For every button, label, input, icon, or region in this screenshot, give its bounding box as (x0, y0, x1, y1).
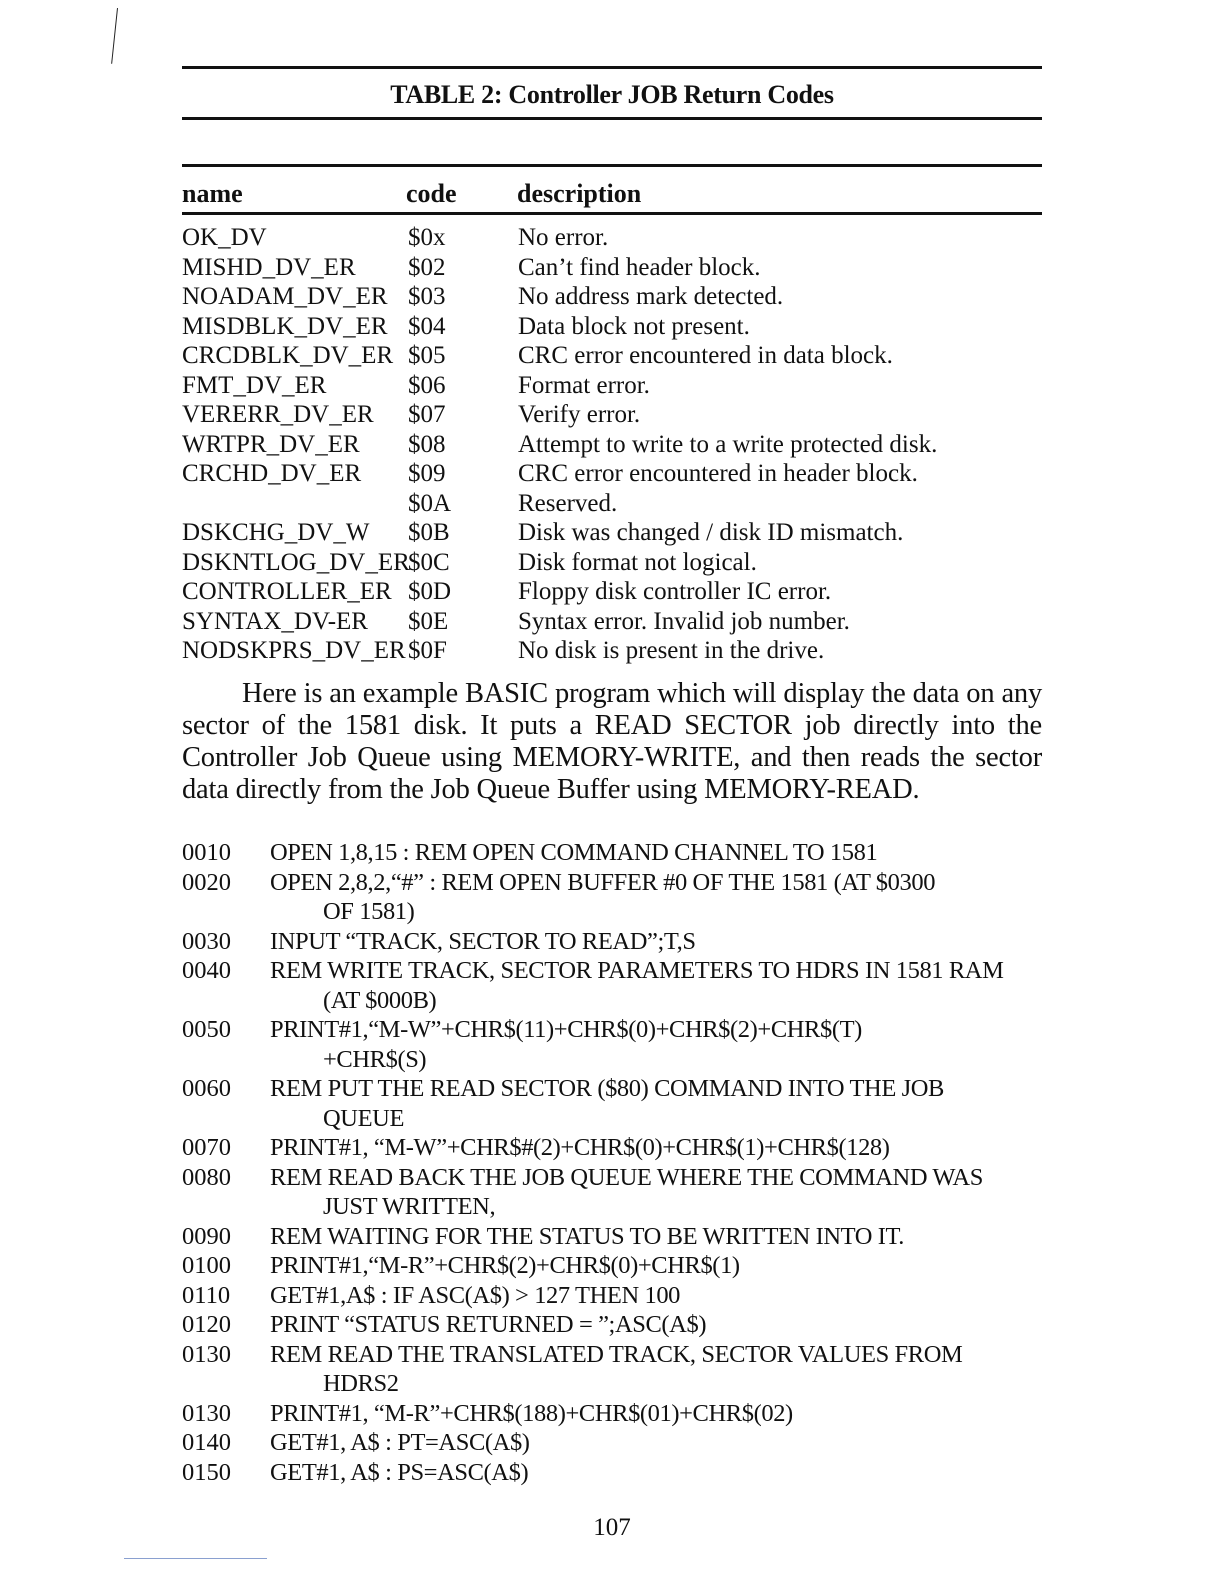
code-text: PRINT “STATUS RETURNED = ”;ASC(A$) (270, 1311, 707, 1338)
code-line (182, 1310, 1042, 1340)
code-text: GET#1, A$ : PT=ASC(A$) (270, 1429, 530, 1456)
row-name: OK_DV (182, 224, 267, 251)
row-name: MISHD_DV_ER (182, 253, 356, 281)
line-number: 0050 (182, 1016, 231, 1043)
row-name: NOADAM_DV_ER (182, 283, 388, 310)
code-text: REM WAITING FOR THE STATUS TO BE WRITTEN INTO IT. (270, 1222, 905, 1250)
line-number: 0070 (182, 1134, 231, 1161)
code-line (182, 1251, 1042, 1281)
row-name: VERERR_DV_ER (182, 401, 374, 428)
line-number: 0020 (182, 868, 231, 896)
code-text: GET#1, A$ : PS=ASC(A$) (270, 1458, 529, 1486)
header-description: description (517, 179, 642, 208)
row-code: $0x (408, 224, 446, 251)
code-text: GET#1,A$ : IF ASC(A$) > 127 THEN 100 (270, 1281, 681, 1309)
table-row (182, 312, 1042, 342)
table-row (182, 371, 1042, 401)
code-line (182, 868, 1042, 927)
table-row (182, 459, 1042, 489)
basic-program-listing (182, 838, 1042, 1487)
row-description: Attempt to write to a write protected disk. (518, 430, 938, 458)
line-number: 0110 (182, 1281, 231, 1309)
code-text: OPEN 2,8,2,“#” : REM OPEN BUFFER #0 OF THE 1581 (AT $0300 (270, 868, 936, 896)
table-row (182, 282, 1042, 312)
table-row (182, 607, 1042, 637)
row-description: Format error. (518, 371, 650, 399)
bottom-margin-mark (124, 1558, 267, 1559)
line-number: 0030 (182, 927, 231, 955)
code-text: REM READ THE TRANSLATED TRACK, SECTOR VALUES FROM (270, 1340, 963, 1368)
code-continuation: QUEUE (323, 1104, 405, 1132)
line-number: 0080 (182, 1163, 231, 1191)
row-description: Disk format not logical. (518, 548, 757, 576)
line-number: 0040 (182, 957, 231, 984)
code-text: REM WRITE TRACK, SECTOR PARAMETERS TO HDRS IN 1581 RAM (270, 957, 1004, 984)
code-line (182, 1015, 1042, 1074)
code-line (182, 1133, 1042, 1163)
row-description: Verify error. (518, 401, 641, 428)
code-line (182, 1458, 1042, 1488)
page-number: 107 (593, 1514, 631, 1541)
code-text: PRINT#1,“M-W”+CHR$(11)+CHR$(0)+CHR$(2)+CHR$(T) (270, 1016, 862, 1043)
row-name: SYNTAX_DV-ER (182, 607, 368, 635)
table-row (182, 636, 1042, 666)
row-description: Can’t find header block. (518, 253, 761, 281)
table-row (182, 430, 1042, 460)
line-number: 0150 (182, 1458, 231, 1486)
row-description: CRC error encountered in header block. (518, 460, 918, 487)
body-paragraph: Here is an example BASIC program which will display the data on any sector of the 1581 disk. It puts a READ SECTOR job directly into the Controller Job Queue using MEMORY-WRITE, and then reads the sector data directly from the Job Queue Buffer using MEMORY-READ. (182, 678, 1042, 805)
header-name: name (182, 179, 243, 208)
row-description: Floppy disk controller IC error. (518, 578, 832, 605)
code-continuation: JUST WRITTEN, (323, 1193, 496, 1220)
row-code: $02 (408, 253, 446, 281)
row-description: CRC error encountered in data block. (518, 342, 893, 369)
line-number: 0060 (182, 1075, 231, 1102)
code-line (182, 1399, 1042, 1429)
table-header-row (182, 177, 1042, 211)
code-text: PRINT#1, “M-R”+CHR$(188)+CHR$(01)+CHR$(02) (270, 1399, 793, 1427)
line-number: 0140 (182, 1429, 231, 1456)
code-continuation: +CHR$(S) (323, 1045, 427, 1073)
code-continuation: OF 1581) (323, 898, 415, 925)
row-code: $06 (408, 371, 446, 399)
row-code: $0B (408, 519, 450, 546)
row-code: $07 (408, 401, 446, 428)
code-line (182, 956, 1042, 1015)
code-text: PRINT#1,“M-R”+CHR$(2)+CHR$(0)+CHR$(1) (270, 1252, 740, 1279)
code-text: PRINT#1, “M-W”+CHR$#(2)+CHR$(0)+CHR$(1)+CHR$(128) (270, 1134, 890, 1161)
table-header-rule (182, 212, 1042, 215)
code-text: REM READ BACK THE JOB QUEUE WHERE THE COMMAND WAS (270, 1163, 983, 1191)
row-description: Data block not present. (518, 312, 750, 340)
row-name: MISDBLK_DV_ER (182, 312, 388, 340)
row-description: Syntax error. Invalid job number. (518, 607, 850, 635)
table-row (182, 489, 1042, 519)
row-name: CRCHD_DV_ER (182, 460, 362, 487)
code-line (182, 927, 1042, 957)
line-number: 0130 (182, 1399, 231, 1427)
row-description: Disk was changed / disk ID mismatch. (518, 519, 904, 546)
code-continuation: (AT $000B) (323, 986, 437, 1014)
table-row (182, 341, 1042, 371)
line-number: 0130 (182, 1340, 231, 1368)
title-bottom-rule (182, 117, 1042, 120)
code-line (182, 1281, 1042, 1311)
row-description: Reserved. (518, 489, 618, 517)
row-code: $0F (408, 637, 447, 664)
row-name: FMT_DV_ER (182, 371, 327, 399)
row-code: $0C (408, 548, 450, 576)
row-code: $03 (408, 283, 446, 310)
row-name: DSKCHG_DV_W (182, 519, 370, 546)
row-name: DSKNTLOG_DV_ER (182, 548, 410, 576)
row-code: $04 (408, 312, 446, 340)
code-line (182, 1340, 1042, 1399)
table-row (182, 253, 1042, 283)
code-continuation: HDRS2 (323, 1370, 399, 1397)
code-line (182, 1428, 1042, 1458)
code-line (182, 838, 1042, 868)
table-row (182, 577, 1042, 607)
row-name: CONTROLLER_ER (182, 578, 392, 605)
row-code: $08 (408, 430, 446, 458)
line-number: 0120 (182, 1311, 231, 1338)
code-text: OPEN 1,8,15 : REM OPEN COMMAND CHANNEL TO 1581 (270, 839, 878, 866)
code-text: REM PUT THE READ SECTOR ($80) COMMAND INTO THE JOB (270, 1075, 944, 1102)
row-description: No disk is present in the drive. (518, 637, 825, 664)
margin-pen-stroke (111, 8, 118, 64)
code-text: INPUT “TRACK, SECTOR TO READ”;T,S (270, 927, 696, 955)
row-description: No error. (518, 224, 609, 251)
header-code: code (406, 179, 457, 208)
line-number: 0090 (182, 1222, 231, 1250)
row-code: $0A (408, 489, 452, 517)
row-code: $05 (408, 342, 446, 369)
table-top-rule (182, 164, 1042, 167)
code-line (182, 1074, 1042, 1133)
code-line (182, 1222, 1042, 1252)
row-name: CRCDBLK_DV_ER (182, 342, 394, 369)
table-title: TABLE 2: Controller JOB Return Codes (390, 80, 834, 109)
row-name: WRTPR_DV_ER (182, 430, 360, 458)
table-row (182, 400, 1042, 430)
line-number: 0010 (182, 839, 231, 866)
row-description: No address mark detected. (518, 283, 784, 310)
row-code: $09 (408, 460, 446, 487)
table-row (182, 518, 1042, 548)
table-row (182, 223, 1042, 253)
return-codes-table (182, 223, 1042, 666)
line-number: 0100 (182, 1252, 231, 1279)
row-code: $0D (408, 578, 452, 605)
title-top-rule (182, 66, 1042, 69)
code-line (182, 1163, 1042, 1222)
row-name: NODSKPRS_DV_ER (182, 637, 406, 664)
row-code: $0E (408, 607, 449, 635)
table-row (182, 548, 1042, 578)
